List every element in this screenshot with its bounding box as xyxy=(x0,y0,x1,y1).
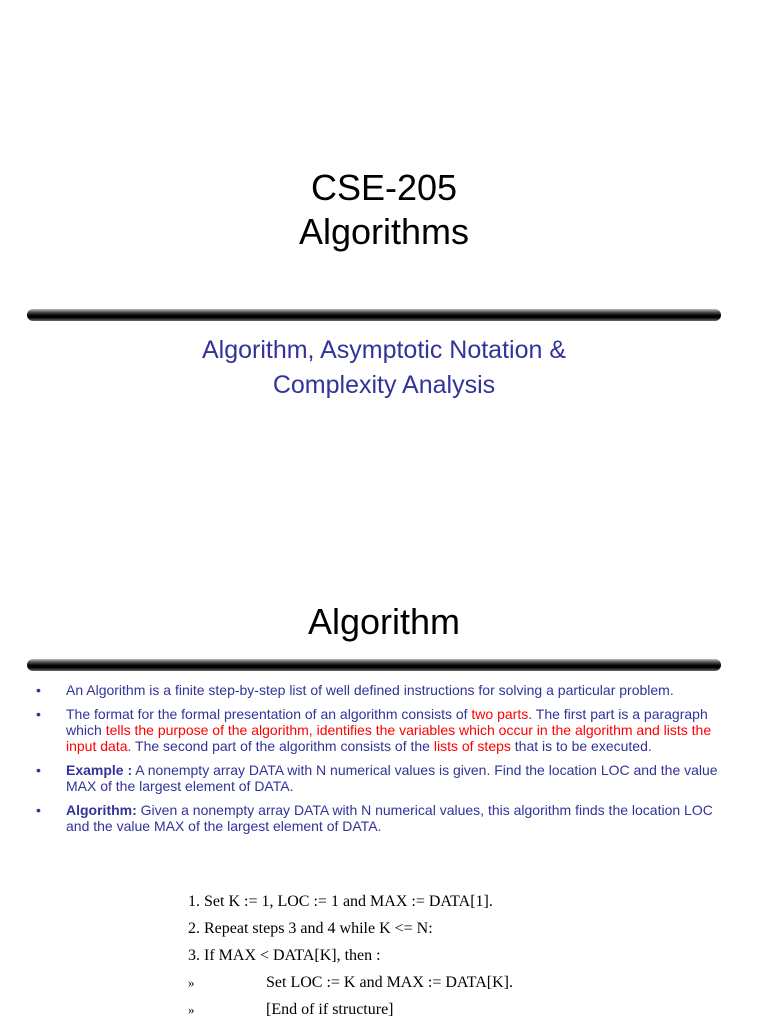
slide-heading xyxy=(0,600,768,644)
algorithm-step xyxy=(188,996,728,1023)
bullet-text: A nonempty array DATA with N numerical values is given. Find the location LOC and the value MAX of the largest element of DATA. xyxy=(66,762,718,794)
algorithm-step xyxy=(188,969,728,996)
algorithm-step xyxy=(188,942,728,969)
algorithm-step xyxy=(188,915,728,942)
bullet-text: . The first part is a paragraph which xyxy=(66,706,708,738)
bullet-label: Algorithm: xyxy=(66,802,137,818)
highlight-text: tells the purpose of the algorithm, identifies the variables which occur in the algorithm and lists the input data xyxy=(66,722,712,754)
bullet-icon: • xyxy=(36,762,41,778)
bullet-icon: • xyxy=(36,706,41,722)
step-text: 1. Set K := 1, LOC := 1 and MAX := DATA[1]. xyxy=(188,893,493,910)
step-text: 3. If MAX < DATA[K], then : xyxy=(188,947,381,964)
bullet-text: The format for the formal presentation of an algorithm consists of xyxy=(66,706,472,722)
bullet-text: that is to be executed. xyxy=(510,738,652,754)
course-code: CSE-205 xyxy=(310,167,458,208)
bullet-icon: • xyxy=(36,802,41,818)
bullet-item-example xyxy=(36,762,726,794)
step-text: [End of if structure] xyxy=(266,1001,394,1018)
highlight-text: lists of steps xyxy=(433,738,511,754)
bullet-text: An Algorithm is a finite step-by-step list of well defined instructions for solving a particular problem. xyxy=(66,682,674,698)
algorithm-steps xyxy=(188,888,728,1023)
algorithm-step xyxy=(188,888,728,915)
subtitle-line-2: Complexity Analysis xyxy=(272,371,496,399)
subtitle-line-1: Algorithm, Asymptotic Notation & xyxy=(201,336,567,364)
bullet-icon: • xyxy=(36,682,41,698)
bullet-item-definition xyxy=(36,682,726,698)
bullet-item-format xyxy=(36,706,726,754)
title-divider xyxy=(27,309,721,321)
heading-text: Algorithm xyxy=(307,601,461,642)
lecture-subtitle xyxy=(0,333,768,403)
sub-step-marker: » xyxy=(188,975,195,990)
sub-step-marker: » xyxy=(188,1002,195,1017)
bullet-label: Example : xyxy=(66,762,133,778)
bullet-text: . The second part of the algorithm consists of the xyxy=(127,738,434,754)
bullet-item-algorithm xyxy=(36,802,726,834)
slide-algorithm xyxy=(0,512,768,1024)
bullet-text: Given a nonempty array DATA with N numerical values, this algorithm finds the location LOC and the value MAX of the largest element of DATA. xyxy=(66,802,713,834)
step-text: 2. Repeat steps 3 and 4 while K <= N: xyxy=(188,920,433,937)
highlight-text: two parts xyxy=(471,706,529,722)
heading-divider xyxy=(27,659,721,671)
bullet-list xyxy=(36,682,726,842)
course-name: Algorithms xyxy=(298,211,470,252)
course-title xyxy=(0,166,768,254)
step-text: Set LOC := K and MAX := DATA[K]. xyxy=(266,974,513,991)
